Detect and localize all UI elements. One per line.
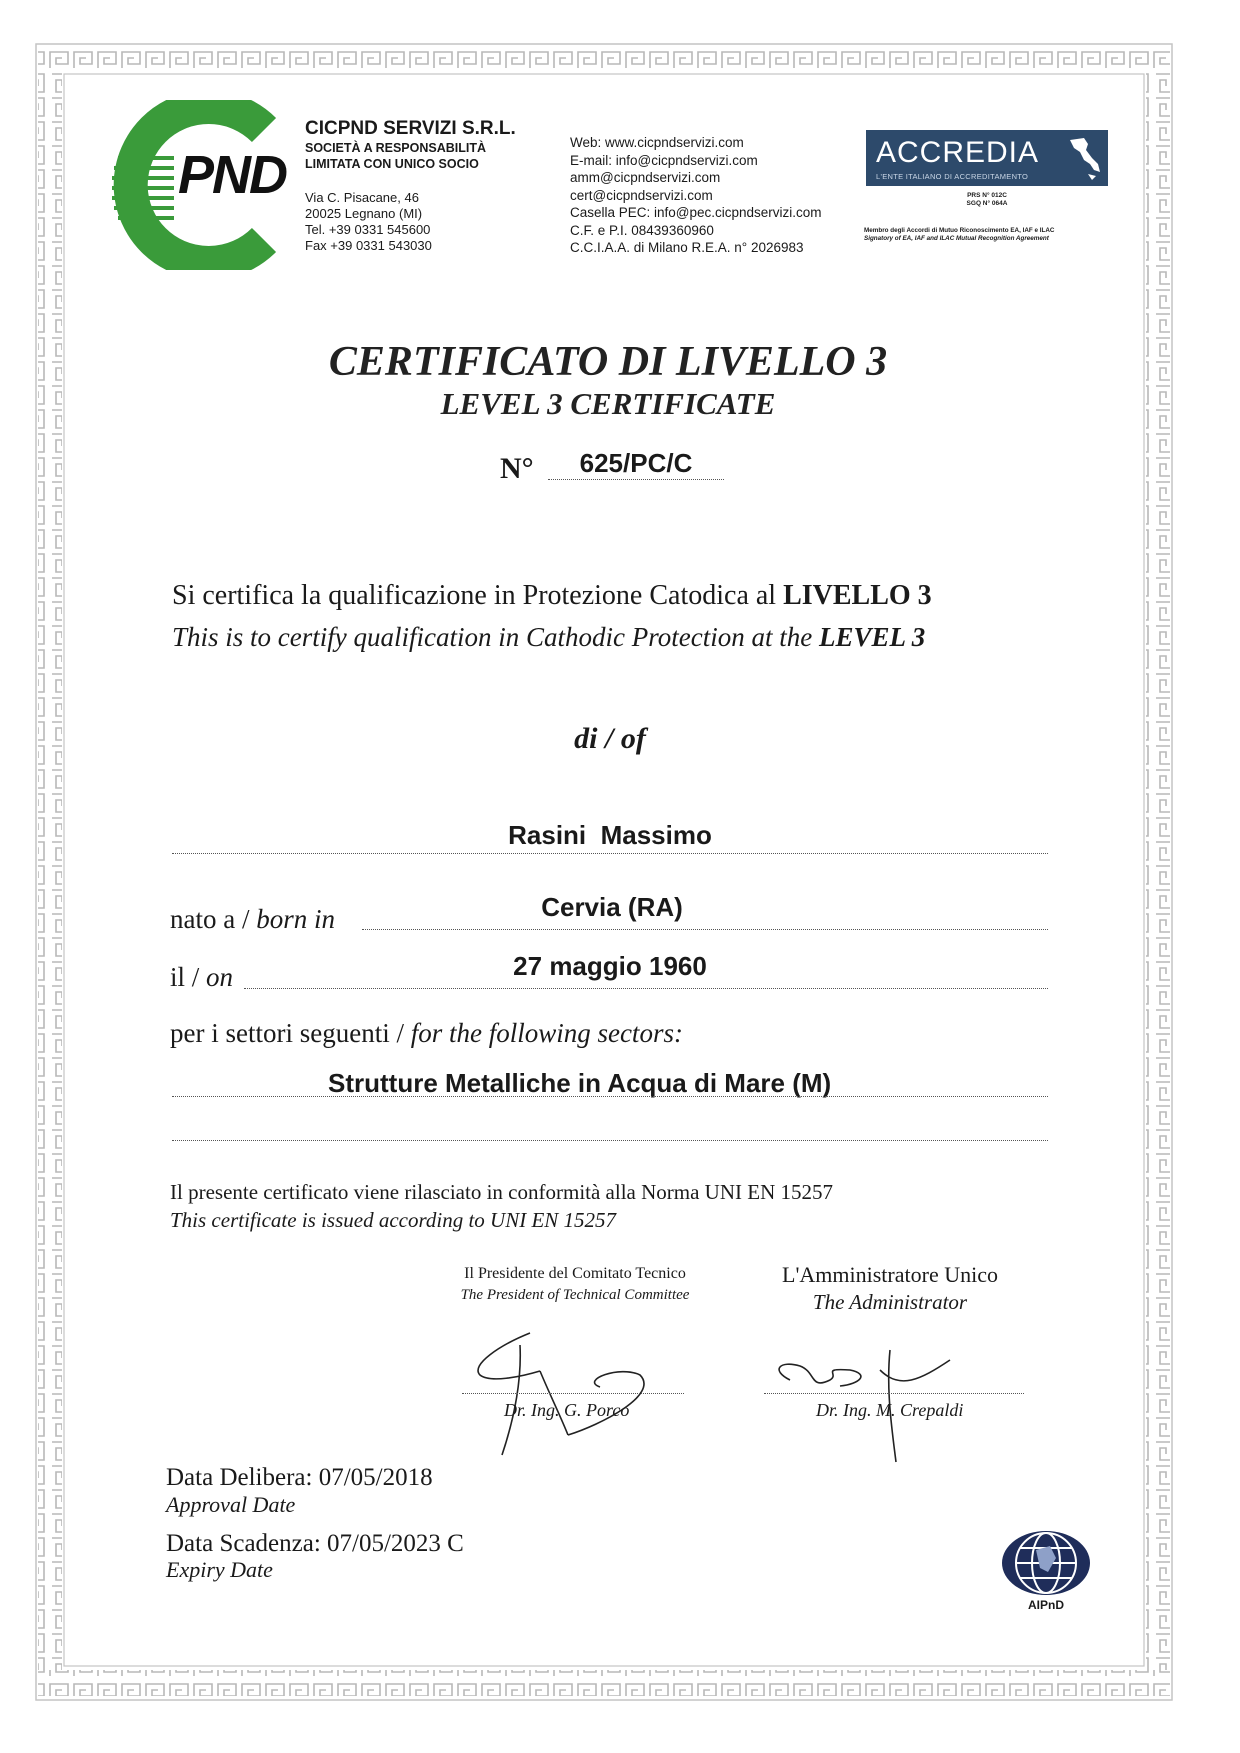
of-label: di / of	[574, 722, 646, 755]
statement-en-text: This is to certify qualification in Cathodic Protection at the	[172, 622, 819, 652]
approval-label-en: Approval Date	[166, 1492, 296, 1517]
right-signatory-title-it: L'Amministratore Unico	[782, 1262, 998, 1287]
address-line-2: 20025 Legnano (MI)	[305, 206, 423, 221]
left-signatory-title-it: Il Presidente del Comitato Tecnico	[464, 1265, 686, 1282]
accredia-reg-1: PRS N° 012C	[967, 192, 1007, 199]
expiry-date	[166, 1530, 464, 1558]
standard-italian: Il presente certificato viene rilasciato in conformità alla Norma UNI EN 15257	[170, 1180, 833, 1204]
birthplace-dotted-line	[362, 929, 1048, 930]
statement-italian	[172, 580, 932, 612]
aipnd-globe-icon	[1000, 1528, 1092, 1598]
fax: Fax +39 0331 543030	[305, 238, 432, 253]
on-label-it: il /	[170, 962, 207, 992]
number-label: N°	[500, 452, 534, 485]
contact-web: Web: www.cicpndservizi.com	[570, 135, 744, 150]
title-english: LEVEL 3 CERTIFICATE	[440, 386, 776, 421]
right-signature-line	[764, 1393, 1024, 1394]
sector-value: Strutture Metalliche in Acqua di Mare (M)	[328, 1068, 832, 1098]
accredia-note-1: Membro degli Accordi di Mutuo Riconoscimento EA, IAF e ILAC	[864, 227, 1055, 234]
left-signatory-name: Dr. Ing. G. Porco	[504, 1400, 630, 1420]
right-signatory-name: Dr. Ing. M. Crepaldi	[816, 1400, 964, 1420]
contact-email: E-mail: info@cicpndservizi.com	[570, 152, 758, 168]
italy-map-icon	[1064, 134, 1104, 182]
right-signatory-title-en: The Administrator	[812, 1290, 968, 1314]
born-label-en: born in	[256, 904, 335, 934]
statement-en-level: LEVEL 3	[818, 622, 926, 652]
expiry-value: 07/05/2023 C	[327, 1530, 464, 1557]
date-label	[170, 962, 233, 993]
contact-rea: C.C.I.A.A. di Milano R.E.A. n° 2026983	[570, 240, 804, 255]
accredia-title: ACCREDIA	[876, 136, 1040, 169]
left-signatory-title-en: The President of Technical Committee	[460, 1287, 690, 1303]
approval-value: 07/05/2018	[318, 1464, 433, 1491]
left-signature-image	[460, 1325, 680, 1465]
name-dotted-line	[172, 853, 1048, 854]
contact-cert: cert@cicpndservizi.com	[570, 187, 713, 203]
contact-amm: amm@cicpndservizi.com	[570, 170, 721, 185]
company-legal-1: SOCIETÀ A RESPONSABILITÀ	[305, 141, 487, 155]
expiry-label-en: Expiry Date	[166, 1557, 273, 1582]
accredia-reg-2: SGQ N° 064A	[966, 200, 1008, 207]
expiry-label-it: Data Scadenza:	[166, 1530, 321, 1557]
company-address	[305, 190, 432, 254]
accredia-subtitle: L'ENTE ITALIANO DI ACCREDITAMENTO	[876, 172, 1029, 181]
certificate-number: 625/PC/C	[579, 448, 693, 478]
company-legal-2: LIMITATA CON UNICO SOCIO	[305, 157, 479, 171]
address-line-1: Via C. Pisacane, 46	[305, 190, 419, 205]
accredia-registrations	[866, 192, 1108, 208]
logo-text: PND	[178, 145, 287, 205]
born-label-it: nato a /	[170, 904, 257, 934]
contact-pec: Casella PEC: info@pec.cicpndservizi.com	[570, 205, 822, 220]
sectors-label-en: for the following sectors:	[410, 1018, 683, 1048]
born-label	[170, 904, 335, 935]
sectors-label	[170, 1018, 683, 1049]
sectors-label-it: per i settori seguenti /	[170, 1018, 411, 1048]
holder-name: Rasini Massimo	[508, 820, 712, 850]
sector-dotted-line-1	[172, 1096, 1048, 1097]
birthdate-dotted-line	[244, 988, 1048, 989]
standard-english: This certificate is issued according to UNI EN 15257	[170, 1208, 617, 1232]
company-name: CICPND SERVIZI S.R.L.	[305, 118, 516, 139]
title-italian: CERTIFICATO DI LIVELLO 3	[328, 339, 888, 385]
telephone: Tel. +39 0331 545600	[305, 222, 431, 237]
accredia-note-2: Signatory of EA, IAF and ILAC Mutual Recognition Agreement	[864, 235, 1049, 242]
contact-vat: C.F. e P.I. 08439360960	[570, 222, 714, 238]
aipnd-label: AIPnD	[1028, 1598, 1064, 1612]
statement-english	[172, 622, 925, 653]
sector-dotted-line-2	[172, 1140, 1048, 1141]
accredia-logo	[866, 130, 1108, 186]
on-label-en: on	[206, 962, 234, 992]
approval-date	[166, 1464, 433, 1492]
company-contacts	[570, 134, 822, 257]
approval-label-it: Data Delibera:	[166, 1464, 313, 1491]
statement-it-level: LIVELLO 3	[783, 580, 932, 611]
number-dotted-line	[548, 479, 724, 480]
left-signature-line	[462, 1393, 684, 1394]
pnd-logo	[104, 100, 294, 270]
accredia-notes	[864, 227, 1114, 243]
birth-place: Cervia (RA)	[541, 892, 683, 922]
birth-date: 27 maggio 1960	[513, 951, 707, 981]
statement-it-text: Si certifica la qualificazione in Protezione Catodica al	[172, 580, 784, 611]
